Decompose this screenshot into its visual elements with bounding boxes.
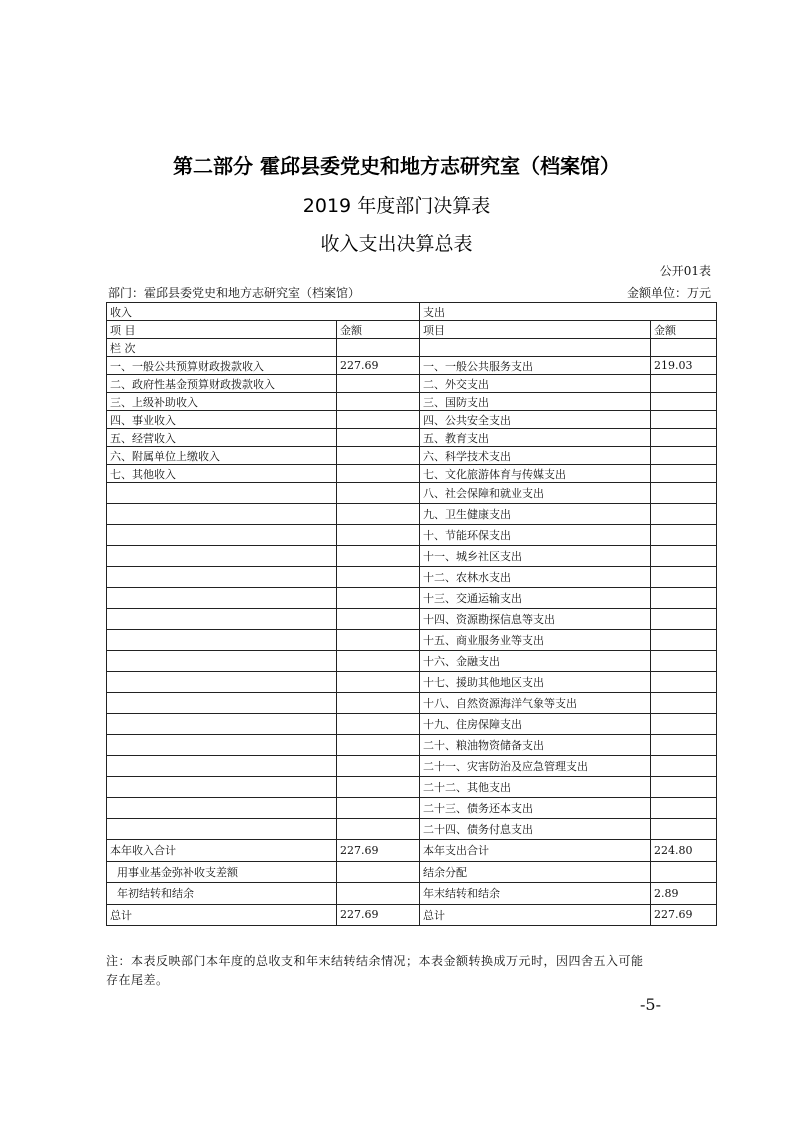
expense-amount-cell: [651, 819, 717, 840]
section-header-row: [107, 303, 717, 321]
expense-amount-cell: [651, 777, 717, 798]
row-index-cell: [337, 339, 420, 357]
income-amount-cell: [337, 714, 420, 735]
income-amount-cell: 227.69: [337, 840, 420, 862]
income-amount-cell: [337, 651, 420, 672]
expense-item-cell: 二、外交支出: [420, 375, 651, 393]
income-item-cell: [107, 819, 337, 840]
table-row: [107, 651, 717, 672]
income-amount-cell: [337, 819, 420, 840]
expense-amount-cell: [651, 588, 717, 609]
expense-item-cell: 十四、资源勘探信息等支出: [420, 609, 651, 630]
table-row: [107, 672, 717, 693]
row-index-cell: [420, 339, 651, 357]
income-amount-cell: [337, 393, 420, 411]
expense-amount-cell: [651, 483, 717, 504]
expense-amount-cell: [651, 525, 717, 546]
expense-amount-cell: 2.89: [651, 883, 717, 905]
expense-amount-cell: 224.80: [651, 840, 717, 862]
income-amount-cell: [337, 447, 420, 465]
page-number: -5-: [640, 995, 661, 1014]
table-row: [107, 609, 717, 630]
income-amount-cell: [337, 609, 420, 630]
income-amount-cell: [337, 693, 420, 714]
table-row: [107, 525, 717, 546]
income-amount-cell: [337, 798, 420, 819]
income-amount-cell: [337, 735, 420, 756]
income-item-cell: [107, 714, 337, 735]
column-index-row: [107, 339, 717, 357]
expense-item-cell: 本年支出合计: [420, 840, 651, 862]
table-row: [107, 465, 717, 483]
expense-item-cell: 十六、金融支出: [420, 651, 651, 672]
expense-item-cell: 十二、农林水支出: [420, 567, 651, 588]
expense-amount-cell: [651, 714, 717, 735]
expense-item-cell: 一、一般公共服务支出: [420, 357, 651, 375]
expense-amount-cell: [651, 630, 717, 651]
income-amount-cell: [337, 861, 420, 883]
income-amount-cell: [337, 777, 420, 798]
income-item-cell: 四、事业收入: [107, 411, 337, 429]
expense-item-cell: 十五、商业服务业等支出: [420, 630, 651, 651]
expense-item-cell: 十三、交通运输支出: [420, 588, 651, 609]
income-amount-cell: [337, 375, 420, 393]
footnote-line: 注：本表反映部门本年度的总收支和年末结转结余情况；本表金额转换成万元时，因四舍五入可能: [106, 954, 644, 968]
expense-item-cell: 十九、住房保障支出: [420, 714, 651, 735]
table-row: [107, 777, 717, 798]
report-year-title: 2019 年度部门决算表: [302, 195, 491, 217]
income-item-cell: [107, 777, 337, 798]
table-row: [107, 904, 717, 926]
footnote-line: 存在尾差。: [106, 973, 169, 987]
income-item-cell: [107, 672, 337, 693]
income-item-cell: [107, 798, 337, 819]
income-item-cell: 二、政府性基金预算财政拨款收入: [107, 375, 337, 393]
department-label: 部门：霍邱县委党史和地方志研究室（档案馆）: [108, 286, 361, 300]
table-row: [107, 756, 717, 777]
income-item-cell: [107, 588, 337, 609]
income-amount-cell: [337, 429, 420, 447]
table-row: [107, 840, 717, 862]
expense-item-cell: 二十一、灾害防治及应急管理支出: [420, 756, 651, 777]
expense-item-header: 项目: [420, 321, 651, 339]
income-item-cell: [107, 735, 337, 756]
expense-amount-cell: [651, 465, 717, 483]
expense-item-cell: 三、国防支出: [420, 393, 651, 411]
expense-amount-cell: [651, 693, 717, 714]
table-row: [107, 861, 717, 883]
table-row: [107, 735, 717, 756]
income-item-cell: 本年收入合计: [107, 840, 337, 862]
income-amount-cell: [337, 504, 420, 525]
table-row: [107, 429, 717, 447]
income-item-cell: [107, 609, 337, 630]
expense-item-cell: 总计: [420, 904, 651, 926]
table-row: [107, 393, 717, 411]
expense-item-cell: 五、教育支出: [420, 429, 651, 447]
income-item-cell: [107, 567, 337, 588]
table-row: [107, 483, 717, 504]
table-row: [107, 567, 717, 588]
income-item-cell: [107, 483, 337, 504]
expense-item-cell: 六、科学技术支出: [420, 447, 651, 465]
income-section-header: 收入: [107, 303, 420, 321]
income-amount-cell: 227.69: [337, 357, 420, 375]
income-item-cell: 三、上级补助收入: [107, 393, 337, 411]
expense-amount-header: 金额: [651, 321, 717, 339]
income-amount-cell: [337, 567, 420, 588]
expense-amount-cell: [651, 609, 717, 630]
expense-item-cell: 二十二、其他支出: [420, 777, 651, 798]
expense-amount-cell: [651, 375, 717, 393]
expense-amount-cell: [651, 861, 717, 883]
income-item-cell: 五、经营收入: [107, 429, 337, 447]
expense-amount-cell: [651, 672, 717, 693]
table-row: [107, 357, 717, 375]
expense-amount-cell: [651, 393, 717, 411]
income-item-cell: 七、其他收入: [107, 465, 337, 483]
income-item-cell: [107, 651, 337, 672]
expense-item-cell: 八、社会保障和就业支出: [420, 483, 651, 504]
expense-amount-cell: [651, 735, 717, 756]
row-index-cell: [651, 339, 717, 357]
income-item-header: 项 目: [107, 321, 337, 339]
expense-item-cell: 九、卫生健康支出: [420, 504, 651, 525]
income-amount-cell: [337, 756, 420, 777]
income-item-cell: [107, 525, 337, 546]
table-row: [107, 588, 717, 609]
expense-item-cell: 十八、自然资源海洋气象等支出: [420, 693, 651, 714]
income-item-cell: 一、一般公共预算财政拨款收入: [107, 357, 337, 375]
expense-amount-cell: [651, 546, 717, 567]
income-item-cell: [107, 693, 337, 714]
income-amount-cell: [337, 483, 420, 504]
expense-item-cell: 七、文化旅游体育与传媒支出: [420, 465, 651, 483]
table-row: [107, 819, 717, 840]
expense-section-header: 支出: [420, 303, 717, 321]
expense-amount-cell: [651, 411, 717, 429]
income-item-cell: [107, 630, 337, 651]
table-row: [107, 375, 717, 393]
income-amount-cell: [337, 546, 420, 567]
expense-item-cell: 十七、援助其他地区支出: [420, 672, 651, 693]
table-row: [107, 504, 717, 525]
income-item-cell: [107, 756, 337, 777]
expense-amount-cell: [651, 504, 717, 525]
expense-item-cell: 二十三、债务还本支出: [420, 798, 651, 819]
page-title: 第二部分 霍邱县委党史和地方志研究室（档案馆）: [173, 154, 620, 178]
expense-item-cell: 十、节能环保支出: [420, 525, 651, 546]
income-amount-cell: [337, 672, 420, 693]
table-row: [107, 447, 717, 465]
income-amount-cell: [337, 883, 420, 905]
table-row: [107, 630, 717, 651]
expense-amount-cell: [651, 429, 717, 447]
table-number: 公开01表: [659, 264, 711, 278]
table-title: 收入支出决算总表: [320, 233, 473, 255]
table-row: [107, 546, 717, 567]
income-expense-table: [106, 302, 717, 926]
table-row: [107, 798, 717, 819]
expense-amount-cell: [651, 651, 717, 672]
income-item-cell: [107, 546, 337, 567]
income-item-cell: [107, 504, 337, 525]
table-row: [107, 714, 717, 735]
amount-unit-label: 金额单位：万元: [626, 286, 711, 300]
footnote: [106, 952, 718, 990]
income-amount-cell: 227.69: [337, 904, 420, 926]
income-item-cell: 年初结转和结余: [107, 883, 337, 905]
income-item-cell: 六、附属单位上缴收入: [107, 447, 337, 465]
expense-item-cell: 年末结转和结余: [420, 883, 651, 905]
expense-item-cell: 二十四、债务付息支出: [420, 819, 651, 840]
income-amount-cell: [337, 588, 420, 609]
expense-item-cell: 结余分配: [420, 861, 651, 883]
table-row: [107, 411, 717, 429]
table-row: [107, 693, 717, 714]
income-amount-cell: [337, 525, 420, 546]
row-index-label: 栏 次: [107, 339, 337, 357]
column-header-row: [107, 321, 717, 339]
expense-item-cell: 二十、粮油物资储备支出: [420, 735, 651, 756]
expense-amount-cell: 227.69: [651, 904, 717, 926]
income-amount-header: 金额: [337, 321, 420, 339]
expense-amount-cell: [651, 447, 717, 465]
expense-amount-cell: [651, 756, 717, 777]
expense-amount-cell: [651, 798, 717, 819]
income-amount-cell: [337, 630, 420, 651]
income-amount-cell: [337, 465, 420, 483]
income-item-cell: 总计: [107, 904, 337, 926]
expense-item-cell: 四、公共安全支出: [420, 411, 651, 429]
expense-item-cell: 十一、城乡社区支出: [420, 546, 651, 567]
table-row: [107, 883, 717, 905]
income-amount-cell: [337, 411, 420, 429]
income-item-cell: 用事业基金弥补收支差额: [107, 861, 337, 883]
expense-amount-cell: [651, 567, 717, 588]
expense-amount-cell: 219.03: [651, 357, 717, 375]
